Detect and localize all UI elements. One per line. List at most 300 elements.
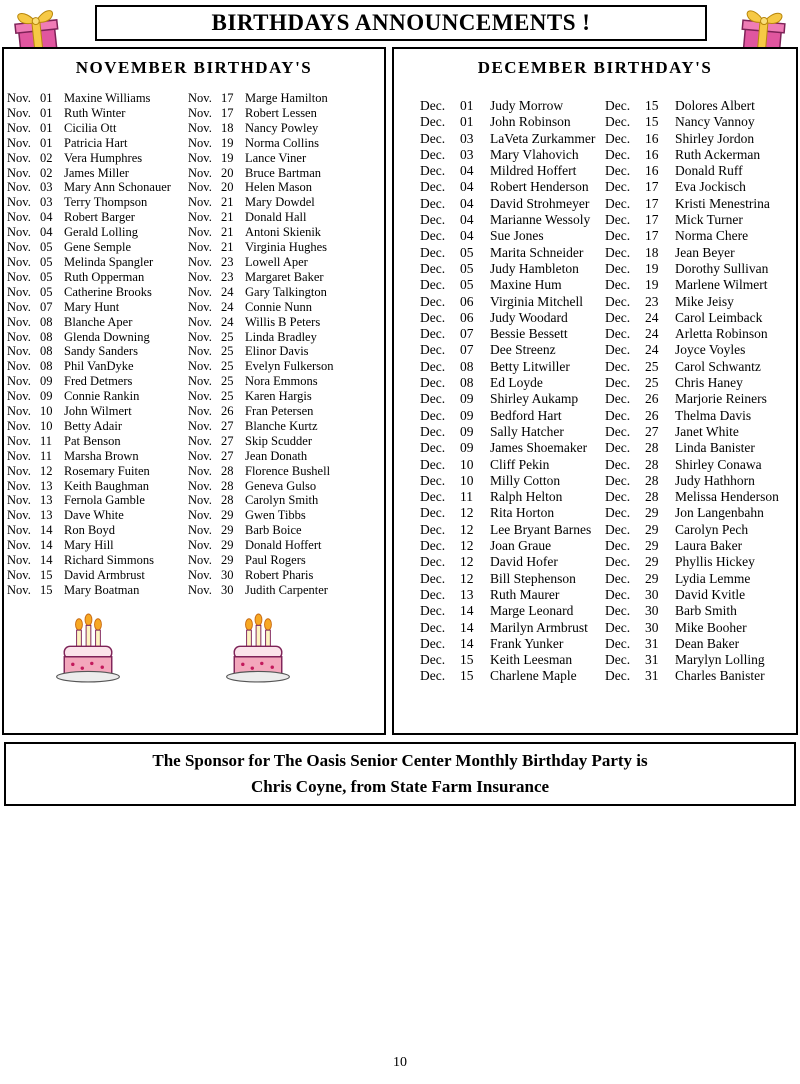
birthday-month: Dec. (420, 619, 446, 635)
birthday-row (7, 330, 188, 345)
birthday-day: 15 (40, 582, 53, 597)
birthday-month: Dec. (420, 146, 446, 162)
birthday-row (188, 493, 384, 508)
birthday-day: 20 (221, 165, 234, 180)
birthday-month: Dec. (420, 652, 446, 668)
birthday-month: Dec. (605, 130, 631, 146)
birthday-day: 05 (40, 269, 53, 284)
birthday-name: Melinda Spangler (64, 254, 154, 269)
birthday-month: Nov. (7, 463, 31, 478)
birthday-row (188, 583, 384, 598)
birthday-day: 09 (40, 389, 53, 404)
birthday-day: 08 (460, 358, 474, 374)
birthday-name: Dean Baker (675, 635, 740, 651)
birthday-row (188, 538, 384, 553)
birthday-row (420, 326, 605, 342)
birthday-month: Nov. (188, 329, 212, 344)
birthday-row (605, 277, 796, 293)
birthday-day: 25 (645, 358, 659, 374)
birthday-row (188, 106, 384, 121)
birthday-month: Dec. (605, 407, 631, 423)
birthday-row (420, 424, 605, 440)
birthday-cake-icon (50, 609, 126, 695)
birthday-row (420, 636, 605, 652)
birthday-name: John Robinson (490, 114, 571, 130)
birthday-day: 29 (645, 505, 659, 521)
birthday-day: 01 (40, 135, 53, 150)
birthday-row (420, 98, 605, 114)
birthday-row (7, 389, 188, 404)
birthday-row (7, 568, 188, 583)
birthday-name: Donald Hoffert (245, 538, 322, 553)
november-title: NOVEMBER BIRTHDAY'S (75, 58, 313, 77)
birthday-name: Janet White (675, 423, 739, 439)
birthday-month: Nov. (188, 448, 212, 463)
birthday-name: Geneva Gulso (245, 478, 317, 493)
birthday-name: David Kvitle (675, 586, 746, 602)
birthday-name: Judith Carpenter (245, 582, 328, 597)
birthday-day: 28 (221, 463, 234, 478)
birthday-name: Phil VanDyke (64, 359, 134, 374)
birthday-row (188, 553, 384, 568)
birthday-name: Barb Smith (675, 603, 737, 619)
birthday-row (420, 261, 605, 277)
birthday-row (7, 121, 188, 136)
birthday-row (188, 344, 384, 359)
sponsor-line-2: Chris Coyne, from State Farm Insurance (250, 777, 550, 796)
birthday-day: 08 (40, 359, 53, 374)
birthday-row (7, 106, 188, 121)
birthday-day: 29 (645, 538, 659, 554)
birthday-row (605, 375, 796, 391)
birthday-row (605, 359, 796, 375)
birthday-name: Linda Banister (675, 440, 755, 456)
birthday-day: 19 (645, 277, 659, 293)
birthday-day: 05 (40, 254, 53, 269)
birthday-day: 09 (460, 407, 474, 423)
birthday-month: Nov. (188, 135, 212, 150)
birthday-row (7, 315, 188, 330)
birthday-day: 11 (40, 433, 53, 448)
birthday-month: Nov. (188, 344, 212, 359)
birthday-day: 03 (460, 146, 474, 162)
birthday-name: Robert Barger (64, 210, 135, 225)
birthday-month: Nov. (7, 165, 31, 180)
birthday-month: Dec. (420, 423, 446, 439)
birthday-name: Marlene Wilmert (675, 277, 768, 293)
birthday-row (605, 326, 796, 342)
november-columns (4, 91, 384, 598)
birthday-day: 08 (40, 344, 53, 359)
birthday-name: Fran Petersen (245, 404, 314, 419)
birthday-name: Shirley Aukamp (490, 391, 579, 407)
birthday-row (420, 440, 605, 456)
birthday-month: Nov. (7, 150, 31, 165)
birthday-day: 28 (645, 440, 659, 456)
birthday-row (188, 419, 384, 434)
birthday-row (188, 255, 384, 270)
birthday-month: Nov. (188, 165, 212, 180)
birthday-month: Dec. (420, 130, 446, 146)
birthday-name: Marsha Brown (64, 448, 139, 463)
birthday-day: 17 (645, 212, 659, 228)
birthday-day: 26 (221, 404, 234, 419)
birthday-day: 13 (40, 478, 53, 493)
birthday-month: Dec. (605, 195, 631, 211)
birthday-day: 15 (645, 114, 659, 130)
birthday-day: 08 (40, 329, 53, 344)
birthday-day: 21 (221, 195, 234, 210)
birthday-month: Dec. (605, 570, 631, 586)
birthday-day: 29 (645, 570, 659, 586)
birthday-day: 15 (460, 652, 474, 668)
birthday-row (7, 464, 188, 479)
birthday-day: 28 (221, 493, 234, 508)
birthday-row (7, 270, 188, 285)
birthday-day: 01 (40, 120, 53, 135)
birthday-day: 17 (645, 179, 659, 195)
birthday-day: 12 (460, 538, 474, 554)
birthday-month: Dec. (420, 195, 446, 211)
birthday-day: 04 (460, 179, 474, 195)
birthday-row (188, 449, 384, 464)
birthday-name: Sue Jones (490, 228, 544, 244)
birthday-row (188, 285, 384, 300)
birthday-day: 18 (221, 120, 234, 135)
birthday-day: 14 (460, 635, 474, 651)
birthday-name: Terry Thompson (64, 195, 148, 210)
birthday-row (420, 489, 605, 505)
birthday-month: Dec. (605, 603, 631, 619)
birthday-month: Nov. (188, 299, 212, 314)
birthday-day: 04 (40, 210, 53, 225)
birthday-name: Phyllis Hickey (675, 554, 755, 570)
birthday-day: 27 (221, 448, 234, 463)
birthday-row (188, 225, 384, 240)
birthday-day: 29 (221, 538, 234, 553)
birthday-row (188, 464, 384, 479)
birthday-day: 30 (221, 568, 234, 582)
birthday-month: Dec. (420, 521, 446, 537)
birthday-month: Nov. (188, 418, 212, 433)
birthday-row (188, 568, 384, 583)
birthday-month: Dec. (605, 652, 631, 668)
birthday-day: 14 (40, 553, 53, 568)
birthday-day: 13 (40, 508, 53, 523)
birthday-month: Dec. (605, 277, 631, 293)
birthday-day: 18 (645, 244, 659, 260)
birthday-day: 27 (221, 433, 234, 448)
birthday-row (188, 434, 384, 449)
birthday-name: Carolyn Smith (245, 493, 319, 508)
birthday-day: 04 (460, 212, 474, 228)
birthday-row (7, 300, 188, 315)
birthday-row (420, 131, 605, 147)
birthday-month: Dec. (605, 391, 631, 407)
birthday-month: Dec. (605, 98, 631, 113)
birthday-day: 14 (460, 619, 474, 635)
birthday-name: Mike Jeisy (675, 293, 734, 309)
birthday-name: David Hofer (490, 554, 558, 570)
birthday-name: Marge Leonard (490, 603, 574, 619)
birthday-day: 26 (645, 407, 659, 423)
birthday-month: Nov. (7, 269, 31, 284)
birthday-month: Dec. (420, 179, 446, 195)
birthday-row (188, 121, 384, 136)
birthday-name: James Shoemaker (490, 440, 588, 456)
birthday-day: 28 (221, 478, 234, 493)
birthday-row (188, 270, 384, 285)
birthday-row (605, 114, 796, 130)
birthday-month: Nov. (7, 225, 31, 240)
birthday-row (7, 166, 188, 181)
birthday-row (188, 91, 384, 106)
birthday-name: Cicilia Ott (64, 120, 117, 135)
birthday-month: Nov. (188, 463, 212, 478)
birthday-name: Norma Chere (675, 228, 749, 244)
birthday-row (420, 310, 605, 326)
birthday-day: 27 (221, 418, 234, 433)
birthday-day: 07 (460, 342, 474, 358)
birthday-name: Thelma Davis (675, 407, 752, 423)
birthday-row (7, 136, 188, 151)
birthday-row (420, 359, 605, 375)
november-column-1 (7, 91, 188, 598)
birthday-month: Nov. (188, 120, 212, 135)
birthday-row (7, 195, 188, 210)
birthday-month: Nov. (7, 195, 31, 210)
birthday-row (7, 151, 188, 166)
birthday-name: Frank Yunker (490, 635, 564, 651)
birthday-row (605, 603, 796, 619)
birthday-day: 27 (645, 423, 659, 439)
birthday-day: 17 (221, 105, 234, 120)
birthday-month: Dec. (420, 554, 446, 570)
birthday-name: Karen Hargis (245, 389, 312, 404)
birthday-month: Dec. (605, 554, 631, 570)
birthday-month: Nov. (188, 269, 212, 284)
birthday-row (420, 294, 605, 310)
birthday-month: Dec. (420, 456, 446, 472)
birthday-name: Robert Lessen (245, 105, 317, 120)
birthday-month: Nov. (188, 389, 212, 404)
birthday-row (605, 457, 796, 473)
birthday-day: 11 (40, 448, 53, 463)
birthday-month: Nov. (188, 538, 212, 553)
birthday-month: Nov. (7, 314, 31, 329)
birthday-row (7, 479, 188, 494)
birthday-month: Nov. (188, 374, 212, 389)
birthday-day: 21 (221, 210, 234, 225)
birthday-row (420, 179, 605, 195)
birthday-row (605, 440, 796, 456)
birthday-month: Nov. (7, 210, 31, 225)
birthday-row (420, 196, 605, 212)
birthday-month: Nov. (7, 299, 31, 314)
birthday-month: Nov. (7, 508, 31, 523)
birthday-day: 04 (460, 228, 474, 244)
birthday-row (420, 277, 605, 293)
birthday-month: Dec. (420, 309, 446, 325)
birthday-month: Dec. (605, 521, 631, 537)
birthday-day: 19 (221, 135, 234, 150)
birthday-name: Gwen Tibbs (245, 508, 306, 523)
birthday-cake-icon (220, 609, 296, 695)
birthday-day: 03 (40, 180, 53, 195)
birthday-name: Charles Banister (675, 668, 765, 684)
birthday-month: Dec. (420, 98, 446, 113)
birthday-name: Nancy Powley (245, 120, 319, 135)
birthday-month: Dec. (605, 375, 631, 391)
page-title: BIRTHDAYS ANNOUNCEMENTS ! (211, 10, 591, 35)
birthday-name: Connie Rankin (64, 389, 140, 404)
birthday-day: 05 (460, 277, 474, 293)
birthday-month: Nov. (188, 150, 212, 165)
birthday-month: Nov. (7, 448, 31, 463)
birthday-day: 13 (460, 586, 474, 602)
birthday-month: Nov. (188, 582, 212, 597)
birthday-month: Nov. (188, 225, 212, 240)
birthday-day: 30 (645, 603, 659, 619)
birthday-day: 07 (460, 326, 474, 342)
birthday-day: 24 (645, 309, 659, 325)
birthday-row (420, 391, 605, 407)
birthday-month: Nov. (7, 433, 31, 448)
birthday-day: 23 (645, 293, 659, 309)
birthday-day: 04 (40, 225, 53, 240)
birthday-row (605, 652, 796, 668)
december-panel (392, 47, 798, 735)
birthday-month: Nov. (7, 344, 31, 359)
birthday-row (7, 419, 188, 434)
birthday-name: Gerald Lolling (64, 225, 138, 240)
birthday-row (188, 374, 384, 389)
birthday-row (188, 210, 384, 225)
birthday-row (420, 163, 605, 179)
birthday-name: Shirley Conawa (675, 456, 762, 472)
birthday-month: Dec. (605, 668, 631, 684)
birthday-day: 25 (645, 375, 659, 391)
birthday-month: Dec. (605, 358, 631, 374)
birthday-row (605, 212, 796, 228)
birthday-day: 15 (40, 568, 53, 582)
birthday-name: Evelyn Fulkerson (245, 359, 334, 374)
birthday-row (420, 212, 605, 228)
birthday-day: 30 (221, 582, 234, 597)
birthday-row (420, 228, 605, 244)
birthday-row (605, 636, 796, 652)
birthday-name: Dave White (64, 508, 124, 523)
birthday-month: Nov. (7, 120, 31, 135)
birthday-name: Mary Hill (64, 538, 114, 553)
birthday-day: 21 (221, 225, 234, 240)
birthday-name: Marita Schneider (490, 244, 584, 260)
birthday-name: Marge Hamilton (245, 91, 328, 105)
birthday-day: 01 (460, 98, 474, 113)
birthday-month: Nov. (7, 523, 31, 538)
birthday-name: Linda Bradley (245, 329, 317, 344)
birthday-row (420, 554, 605, 570)
birthday-name: Mary Vlahovich (490, 146, 579, 162)
birthday-name: Dorothy Sullivan (675, 260, 769, 276)
birthday-name: Joan Graue (490, 538, 552, 554)
birthday-month: Dec. (605, 440, 631, 456)
birthday-day: 09 (460, 440, 474, 456)
birthday-name: Bruce Bartman (245, 165, 322, 180)
birthday-row (605, 245, 796, 261)
birthday-name: Arletta Robinson (675, 326, 768, 342)
birthday-day: 25 (221, 344, 234, 359)
birthday-month: Dec. (420, 586, 446, 602)
birthday-month: Nov. (7, 135, 31, 150)
birthday-month: Dec. (605, 586, 631, 602)
birthday-day: 31 (645, 668, 659, 684)
birthday-name: Charlene Maple (490, 668, 577, 684)
birthday-name: David Armbrust (64, 568, 145, 582)
birthday-name: Antoni Skienik (245, 225, 322, 240)
birthday-name: Rita Horton (490, 505, 555, 521)
birthday-row (7, 493, 188, 508)
birthday-row (420, 652, 605, 668)
birthday-month: Nov. (188, 284, 212, 299)
birthday-month: Dec. (420, 472, 446, 488)
birthday-month: Dec. (420, 440, 446, 456)
birthday-month: Dec. (420, 212, 446, 228)
birthday-name: Barb Boice (245, 523, 302, 538)
birthday-name: Ruth Winter (64, 105, 126, 120)
birthday-row (605, 620, 796, 636)
birthday-day: 05 (40, 240, 53, 255)
birthday-month: Dec. (605, 146, 631, 162)
birthday-month: Dec. (605, 212, 631, 228)
birthday-row (7, 240, 188, 255)
birthday-name: Florence Bushell (245, 463, 331, 478)
birthday-month: Dec. (605, 538, 631, 554)
birthday-row (7, 344, 188, 359)
birthday-name: Richard Simmons (64, 553, 154, 568)
page-number: 10 (393, 1055, 407, 1070)
birthday-month: Dec. (420, 293, 446, 309)
birthday-month: Dec. (420, 375, 446, 391)
birthday-name: Judy Woodard (490, 309, 568, 325)
birthday-name: Ralph Helton (490, 489, 563, 505)
birthday-month: Nov. (188, 91, 212, 105)
birthday-name: Margaret Baker (245, 269, 324, 284)
birthday-name: Mary Hunt (64, 299, 120, 314)
birthday-day: 04 (460, 163, 474, 179)
birthday-name: Glenda Downing (64, 329, 150, 344)
birthday-row (420, 473, 605, 489)
birthday-day: 25 (221, 374, 234, 389)
birthday-name: Bill Stephenson (490, 570, 576, 586)
birthday-day: 12 (40, 463, 53, 478)
birthday-row (188, 240, 384, 255)
birthday-row (7, 583, 188, 598)
birthday-row (420, 571, 605, 587)
birthday-name: Betty Litwiller (490, 358, 570, 374)
birthday-row (188, 389, 384, 404)
birthday-name: Betty Adair (64, 418, 122, 433)
birthday-row (7, 359, 188, 374)
birthday-row (605, 571, 796, 587)
birthday-month: Dec. (420, 342, 446, 358)
december-columns (394, 98, 796, 685)
birthday-row (605, 310, 796, 326)
birthday-name: Virginia Hughes (245, 240, 327, 255)
birthday-name: Fred Detmers (64, 374, 133, 389)
birthday-month: Dec. (420, 603, 446, 619)
birthday-day: 26 (645, 391, 659, 407)
